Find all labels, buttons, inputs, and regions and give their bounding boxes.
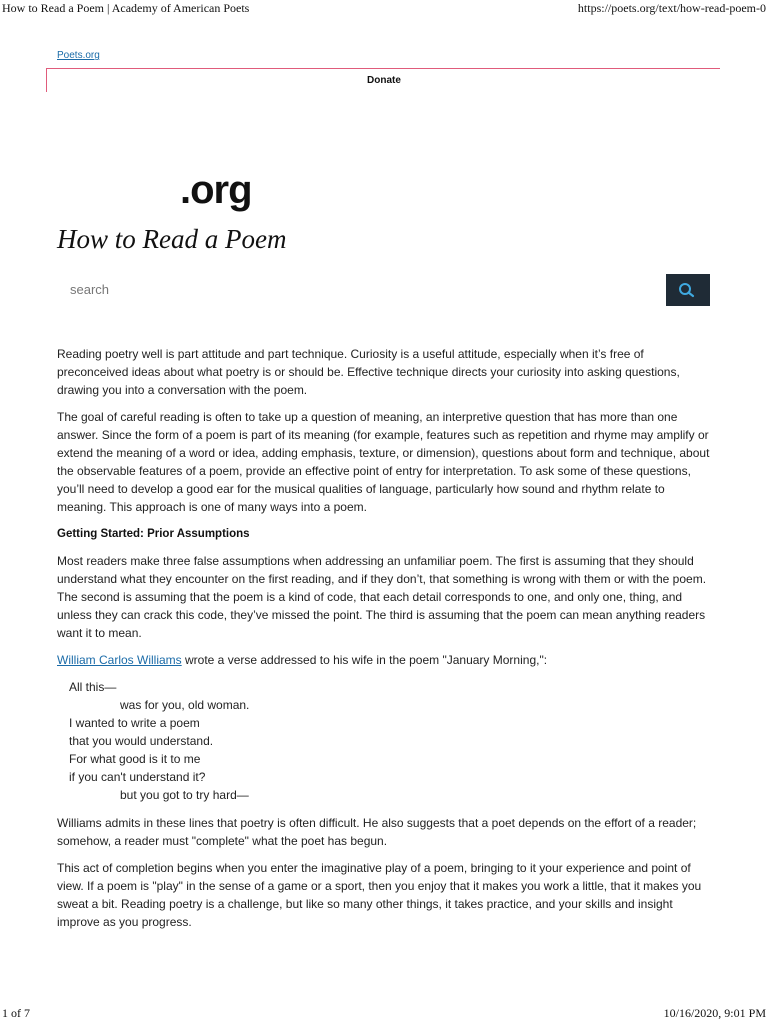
search-input[interactable] <box>57 274 670 304</box>
after-poem-paragraph-2: This act of completion begins when you enter the imaginative play of a poem, bringing to it your experience and point of view. If a poem is "play" in the sense of a game or a sport, then you enjoy that it makes you work a little, that it makes you sweat a bit. Reading poetry is a challenge, but like so many other things, it takes practice, and your skills and insight improve as you progress. <box>57 861 702 929</box>
after-poem-paragraph-1: Williams admits in these lines that poetry is often difficult. He also suggests that a poet depends on the effort of a reader; somehow, a reader must "complete" what the poet has begun. <box>57 816 697 848</box>
print-datetime: 10/16/2020, 9:01 PM <box>663 1006 766 1020</box>
print-page-title: How to Read a Poem | Academy of American Poets <box>2 1 250 15</box>
page-title: How to Read a Poem <box>57 224 287 254</box>
site-logo[interactable]: .org <box>180 168 252 212</box>
poet-link[interactable]: William Carlos Williams <box>57 653 182 667</box>
poets-org-link[interactable]: Poets.org <box>57 50 100 61</box>
poet-intro-text: wrote a verse addressed to his wife in the poem "January Morning,": <box>181 653 548 667</box>
poem-line: was for you, old woman. <box>120 698 250 712</box>
search-bar <box>57 274 710 306</box>
print-page-url: https://poets.org/text/how-read-poem-0 <box>577 1 766 15</box>
donate-link[interactable]: Donate <box>367 75 401 86</box>
search-button[interactable] <box>666 274 710 306</box>
section-heading: Getting Started: Prior Assumptions <box>57 528 250 540</box>
poem-line: I wanted to write a poem <box>69 716 200 730</box>
poem-line: All this— <box>69 680 117 694</box>
poem-excerpt <box>69 678 712 804</box>
intro-paragraph-2: The goal of careful reading is often to take up a question of meaning, an interpretive question that has more than one answer. Since the form of a poem is part of its meaning (for example, features such as repetition and rhyme may amplify or extend the meaning of a word or idea, adding emphasis, texture, or dimension), questions about form and technique, about the observable features of a poem, provide an effective point of entry for interpretation. To ask some of these questions, you’ll need to develop a good ear for the musical qualities of language, particularly how sound and rhythm relate to meaning. This approach is one of many ways into a poem. <box>57 410 710 514</box>
header-divider <box>46 68 720 69</box>
poet-intro-paragraph <box>57 651 712 669</box>
article-body <box>57 345 712 940</box>
print-page-number: 1 of 7 <box>2 1006 30 1020</box>
print-footer <box>0 1006 768 1024</box>
print-header <box>0 0 768 16</box>
poem-line: that you would understand. <box>69 734 214 748</box>
search-icon <box>678 282 696 298</box>
poem-line: For what good is it to me <box>69 752 201 766</box>
intro-paragraph-1: Reading poetry well is part attitude and part technique. Curiosity is a useful attitude, especially when it’s free of preconceived ideas about what poetry is or should be. Effective technique directs your curiosity into asking questions, drawing you into a conversation with the poem. <box>57 347 680 397</box>
assumptions-paragraph: Most readers make three false assumptions when addressing an unfamiliar poem. The first is assuming that they should understand what they encounter on the first reading, and if they don’t, that something is wrong with them or with the poem. The second is assuming that the poem is a kind of code, that each detail corresponds to one, and only one, thing, and unless they can crack this code, they’ve missed the point. The third is assuming that the poem can mean anything readers want it to mean. <box>57 554 707 640</box>
poem-line: but you got to try hard— <box>120 788 249 802</box>
poem-line: if you can't understand it? <box>69 770 206 784</box>
